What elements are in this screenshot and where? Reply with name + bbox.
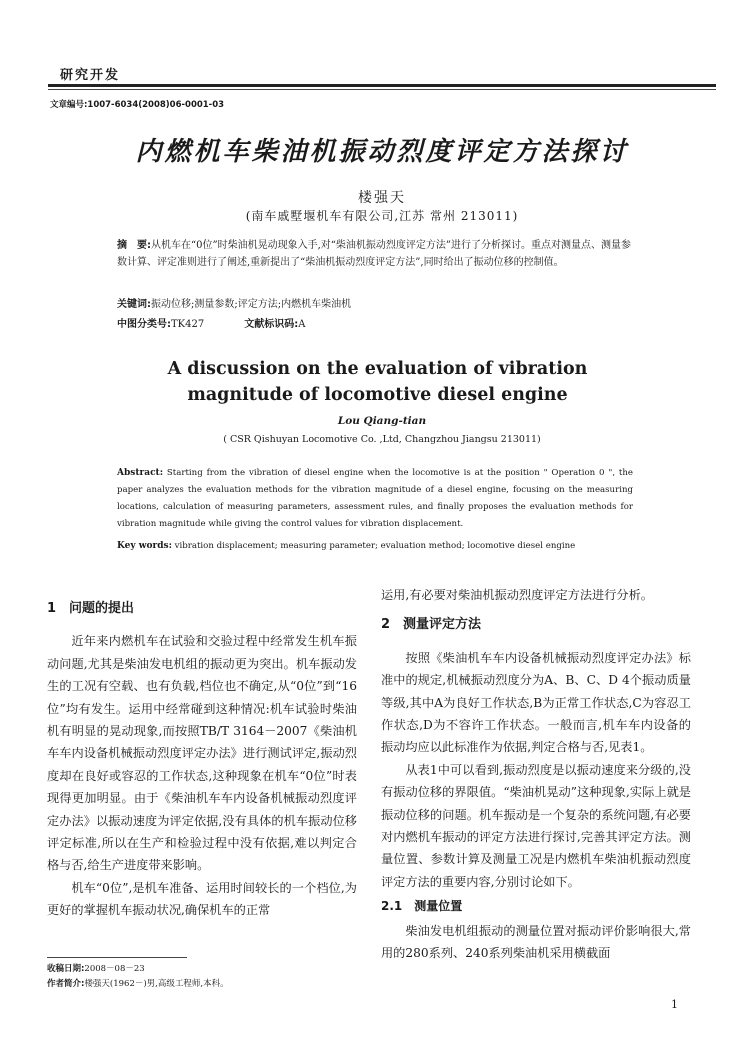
received-label: 收稿日期:	[47, 964, 85, 974]
title-chinese: 内燃机车柴油机振动烈度评定方法探讨	[135, 137, 629, 167]
doc-code-value: A	[298, 319, 306, 330]
body-column-left	[47, 598, 357, 922]
classification-line	[117, 316, 633, 333]
title-english: A discussion on the evaluation of vibration magnitude of locomotive diesel engine	[167, 359, 588, 405]
section-1-paragraph-1: 近年来内燃机车在试验和交验过程中经常发生机车振动问题,尤其是柴油发电机组的振动更为突出。机车振动发生的工况有空载、也有负载,档位也不确定,从“0位”到“16位”均有发生。运用中经常碰到这种情况:机车试验时柴油机有明显的晃动现象,而按照TB/T 3164－2007《柴油机车车内设备机械振动烈度评定办法》进行测试评定,振动烈度却在良好或容忍的工作状态,这种现象在机车“0位”时表现得更加明显。由于《柴油机车车内设备机械振动烈度评定办法》以振动速度为评定依据,没有具体的机车振动位移评定标准,所以在生产和检验过程中没有依据,难以判定合格与否,给生产进度带来影响。	[47, 634, 357, 873]
author-chinese: 楼强天	[358, 190, 406, 206]
section-2-heading: 2 测量评定方法	[381, 617, 482, 633]
abstract-english-label: Abstract:	[117, 468, 164, 478]
section-2-paragraph-2: 从表1中可以看到,振动烈度是以振动速度来分级的,没有振动位移的界限值。“柴油机晃动”这种现象,实际上就是振动位移的问题。机车振动是一个复杂的系统问题,有必要对内燃机车振动的评定方法进行探讨,完善其评定方法。测量位置、参数计算及测量工况是内燃机车柴油机振动烈度评定方法的重要内容,分别讨论如下。	[381, 762, 691, 889]
section-2-paragraph-1: 按照《柴油机车车内设备机械振动烈度评定办法》标准中的规定,机械振动烈度分为A、B、C、D 4个振动质量等级,其中A为良好工作状态,B为正常工作状态,C为容忍工作状态,D为不容许工作状态。一般而言,机车车内设备的振动均应以此标准作为依据,判定合格与否,见表1。	[381, 650, 691, 755]
doc-code-label: 文献标识码:	[244, 319, 299, 330]
journal-section-label: 研究开发	[60, 68, 121, 83]
affiliation-english: ( CSR Qishuyan Locomotive Co. ,Ltd, Changzhou Jiangsu 213011)	[223, 434, 541, 445]
abstract-chinese-text: 从机车在“0位”时柴油机晃动现象入手,对“柴油机振动烈度评定方法”进行了分析探讨。重点对测量点、测量参数计算、评定准则进行了阐述,重新提出了“柴油机振动烈度评定方法”,同时给出了振动位移的控制值。	[117, 240, 631, 268]
section-2-1-heading: 2.1 测量位置	[381, 899, 463, 914]
section-1-heading: 1 问题的提出	[47, 601, 135, 616]
clc-label: 中图分类号:	[117, 319, 171, 330]
header-rule-thick	[48, 84, 716, 87]
affiliation-chinese: (南车戚墅堰机车有限公司,江苏 常州 213011)	[245, 209, 519, 223]
keywords-english-label: Key words:	[117, 541, 172, 551]
author-english: Lou Qiang-tian	[337, 415, 427, 427]
keywords-chinese-label: 关键词:	[117, 299, 151, 310]
clc-value: TK427	[171, 319, 205, 330]
received-value: 2008－08－23	[84, 964, 145, 974]
header-rule-thin	[48, 89, 716, 90]
author-bio-value: 楼强天(1962－)男,高级工程师,本科。	[84, 979, 229, 989]
keywords-chinese	[117, 296, 633, 313]
body-column-right	[381, 584, 691, 965]
keywords-chinese-text: 振动位移;测量参数;评定方法;内燃机车柴油机	[151, 299, 352, 310]
continued-paragraph: 运用,有必要对柴油机振动烈度评定方法进行分析。	[381, 588, 653, 602]
abstract-chinese-label: 摘 要:	[117, 240, 151, 251]
abstract-english-text: Starting from the vibration of diesel engine when the locomotive is at the position " Operation 0 ", the paper analyzes the evaluation methods for the vibration magnitude of a diesel engine, focusing on the measuring locations, calculation of measuring parameters, assessment rules, and finally proposes the evaluation methods for vibration magnitude while giving the control values for vibration displacement.	[117, 468, 633, 529]
abstract-chinese	[117, 237, 633, 271]
footnote-rule	[47, 957, 187, 958]
page-number: 1	[671, 998, 678, 1011]
section-1-paragraph-2: 机车“0位”,是机车准备、运用时间较长的一个档位,为更好的掌握机车振动状况,确保机车的正常	[47, 880, 357, 918]
abstract-english	[117, 465, 633, 533]
keywords-english-text: vibration displacement; measuring parameter; evaluation method; locomotive diesel engine	[174, 541, 576, 551]
footnote-received	[47, 962, 145, 974]
section-2-1-paragraph-1: 柴油发电机组振动的测量位置对振动评价影响很大,常用的280系列、240系列柴油机采用横截面	[381, 923, 691, 961]
keywords-english	[117, 541, 633, 551]
article-number: 文章编号:1007-6034(2008)06-0001-03	[50, 100, 225, 110]
author-bio-label: 作者简介:	[47, 979, 85, 989]
footnote-author	[47, 977, 229, 989]
